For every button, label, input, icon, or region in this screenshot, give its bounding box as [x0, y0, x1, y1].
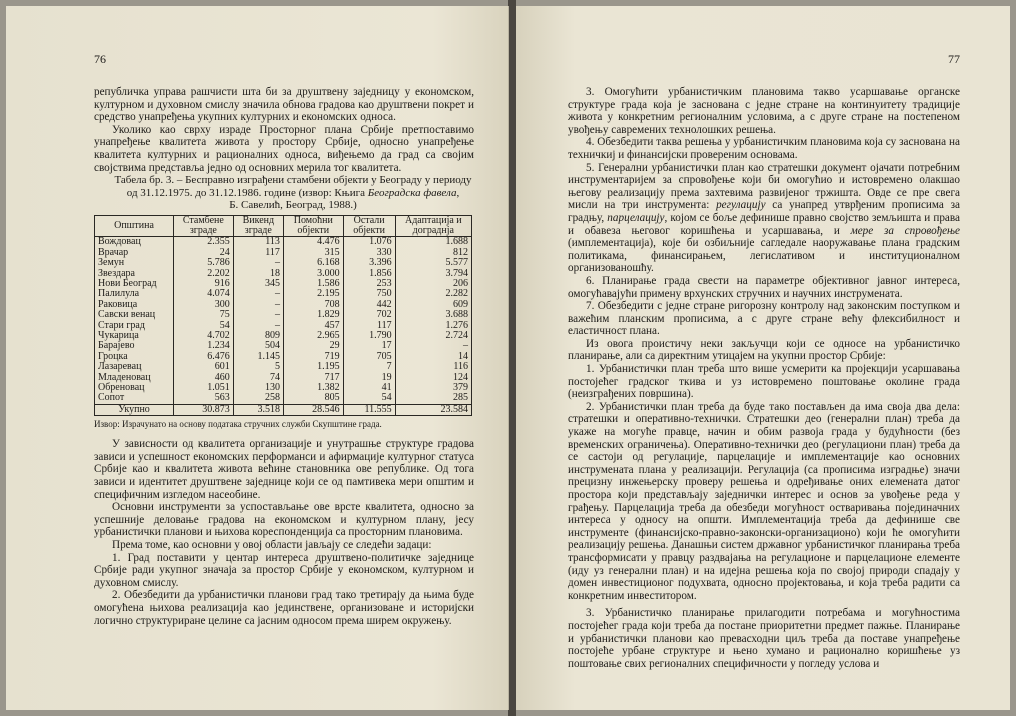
right-page-body	[568, 86, 960, 670]
paragraph: 1. Урбанистички план треба што више усмерити ка пројекцији усаршавања постојећег градског ткива и уз истовремено поштовање околине града (неизграђених површина).	[568, 363, 960, 401]
value-cell: 29	[283, 341, 343, 351]
illegal-buildings-table	[94, 215, 472, 416]
municipality-cell: Барајево	[95, 341, 174, 351]
paragraph: 3. Омогућити урбанистичким плановима такво усаршавање органске структуре града која је заснована с једне стране на континуитету традиције живота у конкретним регионалним условима, а с друге стране на постепеном увођењу савремених технолошких решења.	[568, 86, 960, 136]
page-number: 77	[948, 52, 960, 66]
municipality-cell: Сопот	[95, 393, 174, 404]
left-page	[6, 6, 509, 710]
value-cell: –	[233, 321, 283, 331]
value-cell: 1.195	[283, 362, 343, 372]
paragraph: 2. Урбанистички план треба да буде тако постављен да има своја два дела: стратешки и оперативно-технички. Стратешки део (генерални план) треба да укаже на могуће правце, начин и обим развоја града у будућности (без временских ограничења). Оперативно-технички део (регулациони план) треба да се састоји од регулације, парцелације и имплементације као основних инструмената плана у реализацији. Регулација (са прописима изградње) значи прецизну инжењерску проверу решења и одређивање оних елемената датог простора који представљају заједнички интерес и основ за увођење реда у грађењу. Парцелација треба да обезбеди могућност остваривања појединачних интереса у односу на општи. Имплементација треба да дефинише све инструменте (финансијско-правно-законски-организационо) који ће омогућити реализацију решења. Данашњи систем државног урбанистичког планирања треба трансформисати у правцу раздвајања на регулационе и парцелационе елементе (иду уз генерални план) и на идејна решења која по својој природи спадају у домен инвестиционог подухвата, односно пројектовања, и која треба радити са конкретним инвеститором.	[568, 400, 960, 602]
value-cell: 2.202	[174, 269, 234, 279]
value-cell: 117	[233, 248, 283, 258]
table-caption-line: Табела бр. 3. – Беспрaвно изграђени стамбени објекти у Београду у периоду	[114, 174, 472, 187]
table-row	[95, 362, 472, 372]
table-body	[95, 237, 472, 405]
value-cell: –	[233, 300, 283, 310]
total-label: Укупно	[95, 404, 174, 415]
municipality-cell: Нови Београд	[95, 279, 174, 289]
value-cell: 2.355	[174, 237, 234, 248]
paragraph: Основни инструменти за успостављање ове врсте квалитета, односно за успешније деловање градова на економском и културном плану, јесу урбанистички планови и њихова кореспонденција са просторним плановима.	[94, 501, 474, 539]
value-cell: 285	[395, 393, 471, 404]
table-row	[95, 352, 472, 362]
paragraph: У зависности од квалитета организације и унутрашње структуре градова зависи и успешност економских перформанси и афирмације културног статуса Србије као и квалитета живота већине становника ове републике. Од тога зависи и идентитет друштвене заједнице који се од памтивека мери општим и специфичним изгледом насеобине.	[94, 438, 474, 501]
total-cell: 23.584	[395, 404, 471, 415]
municipality-cell: Стари град	[95, 321, 174, 331]
value-cell: 717	[283, 373, 343, 383]
value-cell: 3.396	[343, 258, 395, 268]
value-cell: 345	[233, 279, 283, 289]
value-cell: 1.276	[395, 321, 471, 331]
table-row	[95, 321, 472, 331]
value-cell: 6.476	[174, 352, 234, 362]
paragraph: 7. Обезбедити с једне стране ригорозну контролу над законским поступком и важећим планским прописима, а с друге стране већу флексибилност и еластичност плана.	[568, 300, 960, 338]
value-cell: 1.688	[395, 237, 471, 248]
value-cell: 24	[174, 248, 234, 258]
municipality-cell: Врачар	[95, 248, 174, 258]
value-cell: 805	[283, 393, 343, 404]
value-cell: 705	[343, 352, 395, 362]
value-cell: 1.856	[343, 269, 395, 279]
table-row	[95, 248, 472, 258]
value-cell: 3.000	[283, 269, 343, 279]
value-cell: –	[233, 258, 283, 268]
table-row	[95, 310, 472, 320]
municipality-cell: Младеновац	[95, 373, 174, 383]
table-caption-line: од 31.12.1975. до 31.12.1986. године (извор: Књига Београдска фавела,	[126, 186, 460, 199]
value-cell: 75	[174, 310, 234, 320]
value-cell: 206	[395, 279, 471, 289]
value-cell: 74	[233, 373, 283, 383]
value-cell: 315	[283, 248, 343, 258]
municipality-cell: Вождовац	[95, 237, 174, 248]
value-cell: 2.724	[395, 331, 471, 341]
value-cell: 5	[233, 362, 283, 372]
value-cell: 5.577	[395, 258, 471, 268]
value-cell: 6.168	[283, 258, 343, 268]
municipality-cell: Гроцка	[95, 352, 174, 362]
book-gutter	[508, 0, 516, 716]
value-cell: 1.051	[174, 383, 234, 393]
total-cell: 3.518	[233, 404, 283, 415]
value-cell: 300	[174, 300, 234, 310]
value-cell: 1.829	[283, 310, 343, 320]
value-cell: 1.076	[343, 237, 395, 248]
value-cell: 2.195	[283, 289, 343, 299]
value-cell: 2.282	[395, 289, 471, 299]
value-cell: 1.145	[233, 352, 283, 362]
value-cell: 916	[174, 279, 234, 289]
value-cell: 708	[283, 300, 343, 310]
paragraph: 1. Град поставити у центар интереса друштвено-политичке заједнице Србије ради укупног значаја за простор Србије у економском, културном и духовном смислу.	[94, 551, 474, 589]
value-cell: 601	[174, 362, 234, 372]
column-header: Остали објекти	[343, 216, 395, 237]
value-cell: –	[233, 310, 283, 320]
total-cell: 30.873	[174, 404, 234, 415]
table-row	[95, 258, 472, 268]
paragraph: републичка управа рашчисти шта би за друштвену заједницу у економском, културном и духовном смислу значила обнова градова као друштвени покрет и средство унапређења укупних културних и економских односа.	[94, 86, 474, 124]
value-cell: 3.794	[395, 269, 471, 279]
value-cell: 563	[174, 393, 234, 404]
value-cell: 18	[233, 269, 283, 279]
table-row	[95, 341, 472, 351]
table-row	[95, 279, 472, 289]
table-caption-line: Б. Савелић, Београд, 1988.)	[229, 198, 357, 211]
paragraph: 4. Обезбедити таква решења у урбанистичким плановима која су заснована на техничкиј и финансијски провереним основама.	[568, 136, 960, 161]
page-number: 76	[94, 52, 106, 66]
total-cell: 11.555	[343, 404, 395, 415]
column-header: Општина	[95, 216, 174, 237]
value-cell: 7	[343, 362, 395, 372]
table-total-row	[95, 404, 472, 415]
value-cell: 609	[395, 300, 471, 310]
value-cell: 117	[343, 321, 395, 331]
table-row	[95, 237, 472, 248]
value-cell: 379	[395, 383, 471, 393]
value-cell: 17	[343, 341, 395, 351]
value-cell: 116	[395, 362, 471, 372]
right-page	[516, 6, 1010, 710]
value-cell: 130	[233, 383, 283, 393]
value-cell: 809	[233, 331, 283, 341]
value-cell: 457	[283, 321, 343, 331]
column-header: Адаптација и дограднја	[395, 216, 471, 237]
municipality-cell: Земун	[95, 258, 174, 268]
table-row	[95, 289, 472, 299]
municipality-cell: Лазаревац	[95, 362, 174, 372]
value-cell: 460	[174, 373, 234, 383]
table-header-row	[95, 216, 472, 237]
value-cell: 124	[395, 373, 471, 383]
value-cell: 1.586	[283, 279, 343, 289]
value-cell: 14	[395, 352, 471, 362]
value-cell: 1.790	[343, 331, 395, 341]
value-cell: –	[233, 289, 283, 299]
value-cell: 2.965	[283, 331, 343, 341]
value-cell: 4.476	[283, 237, 343, 248]
value-cell: 3.688	[395, 310, 471, 320]
value-cell: 113	[233, 237, 283, 248]
paragraph: Из овога проистичу неки закључци који се односе на урбанистичко планирање, али са директним утицајем на укупни простор Србије:	[568, 337, 960, 363]
value-cell: 19	[343, 373, 395, 383]
municipality-cell: Обреновац	[95, 383, 174, 393]
table-row	[95, 393, 472, 404]
value-cell: 4.074	[174, 289, 234, 299]
paragraph: 3. Урбанистичко планирање прилагодити потребама и могућностима постојећег града који треба да постане приоритетни предмет пажње. Планирање и урбанистички планови као превасходни циљ треба да поставе унапређење постојеће урбане структуре и њено хумано и рационално коришћење уз поштовање свих регионалних специфичности у погледу услова и	[568, 607, 960, 670]
table-source: Извор: Израчунато на основу података стручних служби Скупштине града.	[94, 419, 382, 430]
value-cell: 5.786	[174, 258, 234, 268]
paragraph: Према томе, као основни у овој области јављају се следећи задаци:	[112, 539, 432, 552]
value-cell: 54	[343, 393, 395, 404]
left-page-body	[94, 86, 474, 627]
value-cell: 719	[283, 352, 343, 362]
paragraph: 2. Обезбедити да урбанистички планови град тако третирају да њима буде омогућена њихова реализација као јединствене, организоване и историјски логично структуриране целине са јасним односом према ширем окружењу.	[94, 589, 474, 627]
column-header: Викенд зграде	[233, 216, 283, 237]
value-cell: 330	[343, 248, 395, 258]
total-cell: 28.546	[283, 404, 343, 415]
value-cell: –	[395, 341, 471, 351]
municipality-cell: Палилула	[95, 289, 174, 299]
column-header: Помоћни објекти	[283, 216, 343, 237]
paragraph: 5. Генерални урбанистички план као стратешки документ ојачати потребним инструментаријем за спровођење који би омогућио и истовремено олакшао његову реализацију према захтевима развијеног тржишта. Овде се пре свега мисли на три инструмента: регулацију са унапред утврђеним прописима за градњу, парцелацију, којом се боље дефинише правно својство земљишта и права и обавеза његовог коришћења и усаршавања, и мере за спровођење (имплементација), које би озбиљније сагледале наоружавање плана градским политикама, финансирањем, легислативом и институционалном организованошћу.	[568, 161, 960, 275]
table-row	[95, 331, 472, 341]
value-cell: 41	[343, 383, 395, 393]
municipality-cell: Савски венац	[95, 310, 174, 320]
municipality-cell: Звездара	[95, 269, 174, 279]
value-cell: 1.382	[283, 383, 343, 393]
paragraph: 6. Планирање града свести на параметре објективног јавног интереса, омогућавајући примену врхунских стручних и научних инструмената.	[568, 274, 960, 300]
column-header: Стамбене зграде	[174, 216, 234, 237]
value-cell: 1.234	[174, 341, 234, 351]
value-cell: 750	[343, 289, 395, 299]
municipality-cell: Раковица	[95, 300, 174, 310]
value-cell: 504	[233, 341, 283, 351]
value-cell: 812	[395, 248, 471, 258]
value-cell: 253	[343, 279, 395, 289]
value-cell: 54	[174, 321, 234, 331]
value-cell: 702	[343, 310, 395, 320]
value-cell: 442	[343, 300, 395, 310]
municipality-cell: Чукарица	[95, 331, 174, 341]
value-cell: 4.702	[174, 331, 234, 341]
value-cell: 258	[233, 393, 283, 404]
table-row	[95, 383, 472, 393]
paragraph: Уколико као сврху израде Просторног плана Србије претпоставимо унапређење квалитета живота у простору Србије, односно унапређење квалитета културних и рационалних односа, виђењемо да град са својим својствима представља једно од основних мерила тог квалитета.	[94, 123, 474, 174]
table-row	[95, 373, 472, 383]
